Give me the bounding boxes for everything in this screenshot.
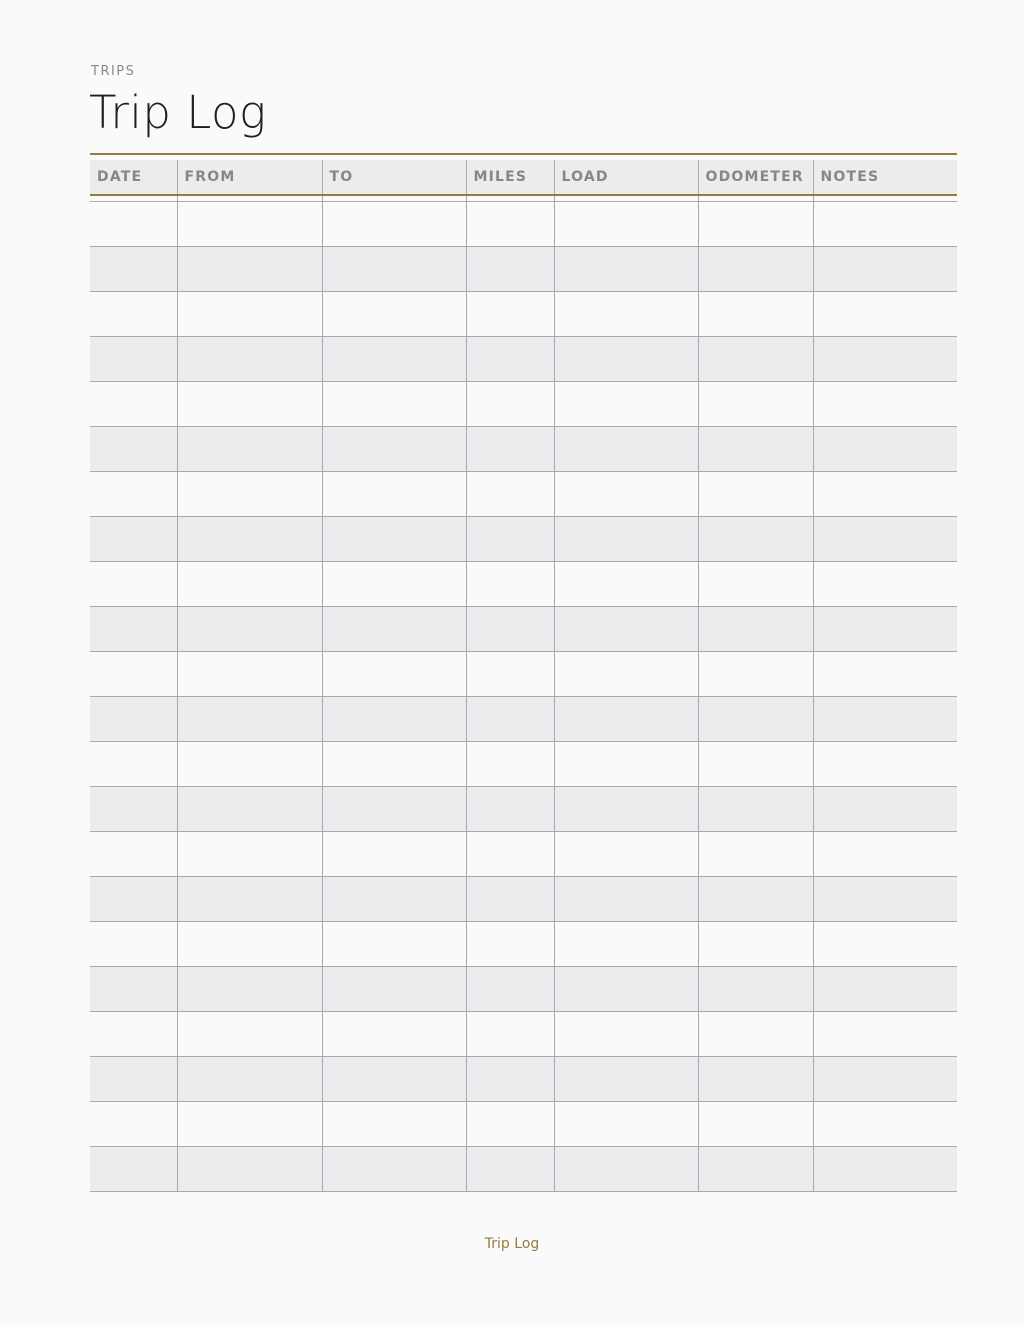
cell-load[interactable] (554, 562, 698, 607)
table-body (90, 195, 957, 1192)
cell-odometer[interactable] (698, 247, 813, 292)
page-title: Trip Log (89, 86, 267, 139)
cell-from[interactable] (177, 742, 322, 787)
cell-miles[interactable] (466, 1147, 554, 1192)
cell-from[interactable] (177, 292, 322, 337)
column-header-odometer: ODOMETER (698, 160, 813, 195)
cell-load[interactable] (554, 202, 698, 247)
cell-to[interactable] (322, 877, 466, 922)
cell-load[interactable] (554, 922, 698, 967)
cell-odometer[interactable] (698, 652, 813, 697)
table-row (90, 877, 957, 922)
cell-load[interactable] (554, 1057, 698, 1102)
cell-notes[interactable] (813, 1102, 957, 1147)
cell-from[interactable] (177, 1012, 322, 1057)
cell-from[interactable] (177, 247, 322, 292)
cell-odometer[interactable] (698, 742, 813, 787)
cell-from[interactable] (177, 562, 322, 607)
cell-to[interactable] (322, 967, 466, 1012)
cell-load[interactable] (554, 877, 698, 922)
cell-odometer[interactable] (698, 1057, 813, 1102)
cell-load[interactable] (554, 832, 698, 877)
cell-load[interactable] (554, 1147, 698, 1192)
cell-notes[interactable] (813, 877, 957, 922)
column-header-notes: NOTES (813, 160, 957, 195)
title-rule (90, 153, 957, 155)
cell-notes[interactable] (813, 697, 957, 742)
cell-from[interactable] (177, 1057, 322, 1102)
cell-date[interactable] (90, 877, 177, 922)
cell-miles[interactable] (466, 652, 554, 697)
cell-notes[interactable] (813, 832, 957, 877)
cell-miles[interactable] (466, 832, 554, 877)
cell-miles[interactable] (466, 472, 554, 517)
cell-date[interactable] (90, 652, 177, 697)
cell-odometer[interactable] (698, 562, 813, 607)
table-row (90, 247, 957, 292)
cell-date[interactable] (90, 1057, 177, 1102)
cell-date[interactable] (90, 337, 177, 382)
cell-notes[interactable] (813, 247, 957, 292)
cell-odometer[interactable] (698, 517, 813, 562)
cell-date[interactable] (90, 922, 177, 967)
cell-load[interactable] (554, 472, 698, 517)
cell-miles[interactable] (466, 382, 554, 427)
cell-date[interactable] (90, 202, 177, 247)
cell-date[interactable] (90, 247, 177, 292)
cell-from[interactable] (177, 787, 322, 832)
cell-miles[interactable] (466, 337, 554, 382)
cell-notes[interactable] (813, 742, 957, 787)
cell-miles[interactable] (466, 922, 554, 967)
cell-date[interactable] (90, 967, 177, 1012)
cell-to[interactable] (322, 1012, 466, 1057)
cell-from[interactable] (177, 697, 322, 742)
cell-to[interactable] (322, 1102, 466, 1147)
cell-load[interactable] (554, 382, 698, 427)
cell-to[interactable] (322, 202, 466, 247)
column-header-date: DATE (90, 160, 177, 195)
cell-miles[interactable] (466, 1102, 554, 1147)
table-row (90, 1102, 957, 1147)
cell-notes[interactable] (813, 607, 957, 652)
table-row (90, 742, 957, 787)
section-eyebrow: TRIPS (91, 64, 136, 79)
cell-miles[interactable] (466, 697, 554, 742)
cell-miles[interactable] (466, 517, 554, 562)
cell-to[interactable] (322, 562, 466, 607)
cell-date[interactable] (90, 787, 177, 832)
cell-miles[interactable] (466, 787, 554, 832)
table-row (90, 787, 957, 832)
table-row (90, 562, 957, 607)
cell-to[interactable] (322, 697, 466, 742)
cell-to[interactable] (322, 787, 466, 832)
cell-load[interactable] (554, 292, 698, 337)
cell-notes[interactable] (813, 967, 957, 1012)
cell-to[interactable] (322, 1147, 466, 1192)
cell-odometer[interactable] (698, 1102, 813, 1147)
cell-notes[interactable] (813, 652, 957, 697)
table-row (90, 427, 957, 472)
table-row (90, 832, 957, 877)
cell-odometer[interactable] (698, 1147, 813, 1192)
table-row (90, 472, 957, 517)
cell-date[interactable] (90, 1012, 177, 1057)
cell-to[interactable] (322, 652, 466, 697)
cell-load[interactable] (554, 1012, 698, 1057)
cell-date[interactable] (90, 562, 177, 607)
cell-load[interactable] (554, 652, 698, 697)
column-header-load: LOAD (554, 160, 698, 195)
cell-notes[interactable] (813, 787, 957, 832)
cell-date[interactable] (90, 832, 177, 877)
cell-date[interactable] (90, 472, 177, 517)
cell-load[interactable] (554, 697, 698, 742)
cell-to[interactable] (322, 427, 466, 472)
column-header-from: FROM (177, 160, 322, 195)
cell-from[interactable] (177, 517, 322, 562)
cell-from[interactable] (177, 382, 322, 427)
cell-odometer[interactable] (698, 697, 813, 742)
cell-odometer[interactable] (698, 877, 813, 922)
cell-load[interactable] (554, 967, 698, 1012)
cell-odometer[interactable] (698, 1012, 813, 1057)
cell-to[interactable] (322, 247, 466, 292)
table-row (90, 652, 957, 697)
cell-to[interactable] (322, 472, 466, 517)
cell-miles[interactable] (466, 202, 554, 247)
cell-odometer[interactable] (698, 427, 813, 472)
cell-miles[interactable] (466, 607, 554, 652)
cell-from[interactable] (177, 202, 322, 247)
cell-load[interactable] (554, 607, 698, 652)
table-row (90, 202, 957, 247)
table-row (90, 922, 957, 967)
cell-notes[interactable] (813, 337, 957, 382)
table-row (90, 607, 957, 652)
trip-log-table (90, 160, 957, 1192)
table-row (90, 967, 957, 1012)
cell-date[interactable] (90, 1102, 177, 1147)
cell-from[interactable] (177, 1147, 322, 1192)
cell-miles[interactable] (466, 1057, 554, 1102)
cell-to[interactable] (322, 922, 466, 967)
cell-from[interactable] (177, 877, 322, 922)
cell-notes[interactable] (813, 1012, 957, 1057)
cell-odometer[interactable] (698, 607, 813, 652)
cell-odometer[interactable] (698, 337, 813, 382)
cell-miles[interactable] (466, 742, 554, 787)
cell-to[interactable] (322, 337, 466, 382)
cell-from[interactable] (177, 337, 322, 382)
cell-date[interactable] (90, 1147, 177, 1192)
cell-miles[interactable] (466, 967, 554, 1012)
table-row (90, 292, 957, 337)
cell-to[interactable] (322, 517, 466, 562)
cell-miles[interactable] (466, 562, 554, 607)
cell-to[interactable] (322, 832, 466, 877)
footer-label: Trip Log (484, 1236, 540, 1252)
cell-odometer[interactable] (698, 922, 813, 967)
cell-date[interactable] (90, 517, 177, 562)
cell-from[interactable] (177, 652, 322, 697)
cell-from[interactable] (177, 967, 322, 1012)
cell-miles[interactable] (466, 1012, 554, 1057)
cell-from[interactable] (177, 472, 322, 517)
cell-load[interactable] (554, 427, 698, 472)
table-row (90, 382, 957, 427)
cell-from[interactable] (177, 922, 322, 967)
table-row (90, 517, 957, 562)
cell-odometer[interactable] (698, 472, 813, 517)
cell-load[interactable] (554, 742, 698, 787)
cell-to[interactable] (322, 382, 466, 427)
cell-odometer[interactable] (698, 832, 813, 877)
cell-miles[interactable] (466, 292, 554, 337)
cell-load[interactable] (554, 337, 698, 382)
cell-load[interactable] (554, 787, 698, 832)
cell-odometer[interactable] (698, 382, 813, 427)
cell-date[interactable] (90, 427, 177, 472)
cell-date[interactable] (90, 607, 177, 652)
cell-load[interactable] (554, 1102, 698, 1147)
cell-notes[interactable] (813, 427, 957, 472)
cell-notes[interactable] (813, 382, 957, 427)
cell-to[interactable] (322, 292, 466, 337)
cell-to[interactable] (322, 742, 466, 787)
cell-from[interactable] (177, 607, 322, 652)
cell-odometer[interactable] (698, 787, 813, 832)
cell-odometer[interactable] (698, 967, 813, 1012)
cell-notes[interactable] (813, 202, 957, 247)
cell-from[interactable] (177, 1102, 322, 1147)
cell-to[interactable] (322, 1057, 466, 1102)
cell-from[interactable] (177, 427, 322, 472)
cell-odometer[interactable] (698, 202, 813, 247)
cell-load[interactable] (554, 247, 698, 292)
cell-notes[interactable] (813, 517, 957, 562)
table-row (90, 337, 957, 382)
cell-notes[interactable] (813, 922, 957, 967)
cell-load[interactable] (554, 517, 698, 562)
table-row (90, 697, 957, 742)
cell-date[interactable] (90, 382, 177, 427)
cell-miles[interactable] (466, 877, 554, 922)
column-header-miles: MILES (466, 160, 554, 195)
cell-notes[interactable] (813, 292, 957, 337)
cell-notes[interactable] (813, 1147, 957, 1192)
table-header-row (90, 160, 957, 195)
cell-notes[interactable] (813, 472, 957, 517)
cell-odometer[interactable] (698, 292, 813, 337)
table-row (90, 1147, 957, 1192)
cell-to[interactable] (322, 607, 466, 652)
cell-miles[interactable] (466, 427, 554, 472)
column-header-to: TO (322, 160, 466, 195)
cell-notes[interactable] (813, 1057, 957, 1102)
table-row (90, 1057, 957, 1102)
cell-miles[interactable] (466, 247, 554, 292)
cell-date[interactable] (90, 742, 177, 787)
cell-notes[interactable] (813, 562, 957, 607)
cell-date[interactable] (90, 292, 177, 337)
table-row (90, 1012, 957, 1057)
cell-from[interactable] (177, 832, 322, 877)
cell-date[interactable] (90, 697, 177, 742)
